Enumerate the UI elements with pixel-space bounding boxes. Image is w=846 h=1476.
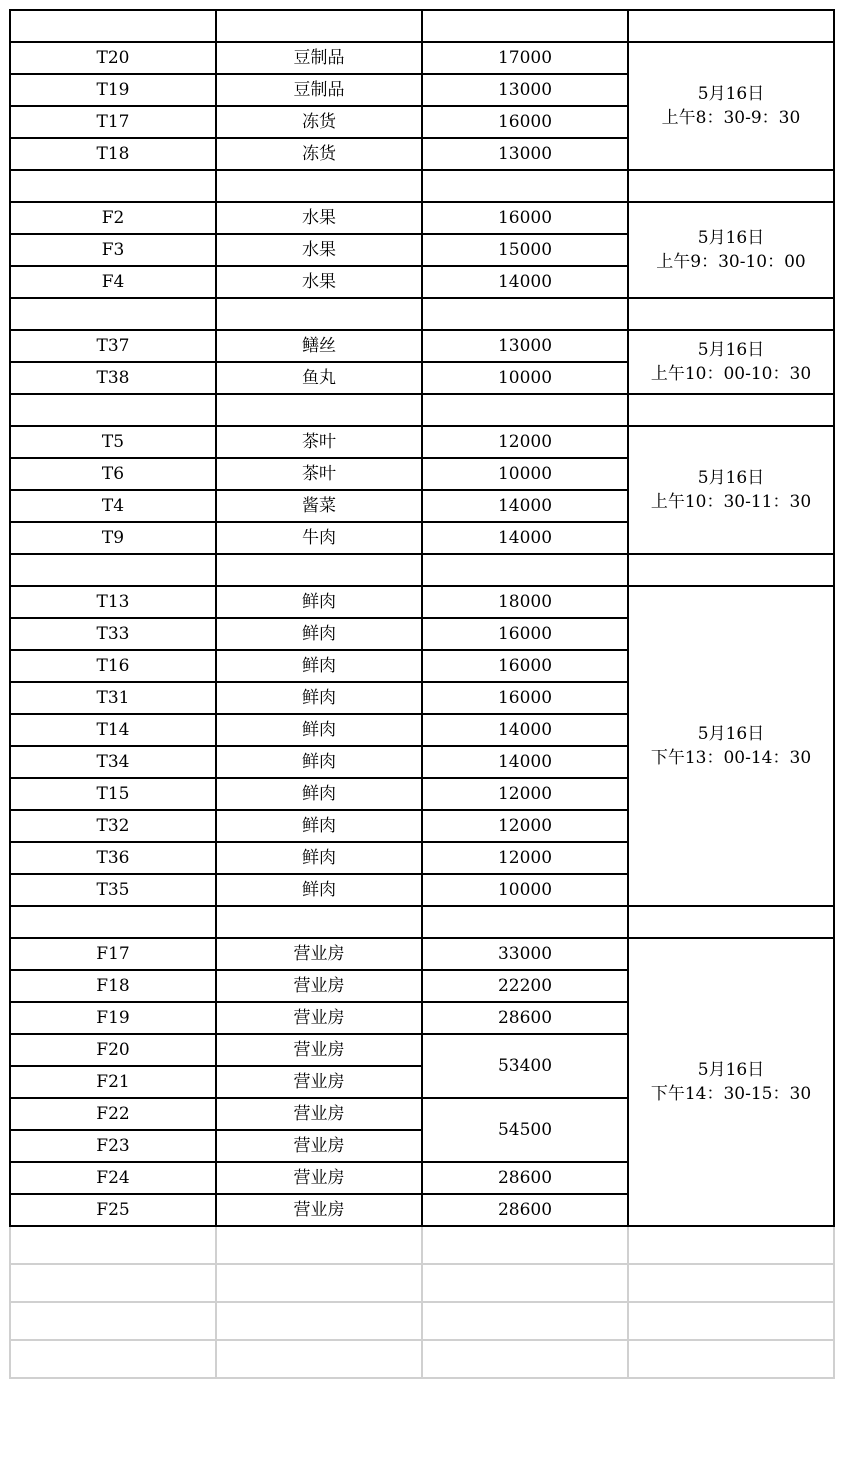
amount-cell[interactable]: 15000 [422, 234, 628, 266]
stall-id-cell[interactable]: F17 [10, 938, 216, 970]
amount-cell[interactable]: 33000 [422, 938, 628, 970]
category-cell[interactable]: 鲜肉 [216, 650, 422, 682]
stall-id-cell[interactable]: F25 [10, 1194, 216, 1226]
time-slot-cell[interactable] [628, 426, 834, 554]
category-cell[interactable]: 鲜肉 [216, 618, 422, 650]
empty-cell[interactable] [422, 1264, 628, 1302]
amount-cell[interactable]: 12000 [422, 426, 628, 458]
category-cell[interactable]: 水果 [216, 234, 422, 266]
empty-cell[interactable] [10, 10, 216, 42]
amount-cell[interactable]: 14000 [422, 522, 628, 554]
stall-id-cell[interactable]: T34 [10, 746, 216, 778]
empty-cell[interactable] [422, 1226, 628, 1264]
gridline-row [10, 1226, 834, 1264]
empty-cell[interactable] [10, 298, 216, 330]
category-cell[interactable]: 鳝丝 [216, 330, 422, 362]
empty-cell[interactable] [10, 1264, 216, 1302]
category-cell[interactable]: 营业房 [216, 970, 422, 1002]
amount-cell[interactable]: 16000 [422, 106, 628, 138]
stall-id-cell[interactable]: T13 [10, 586, 216, 618]
empty-cell[interactable] [422, 1302, 628, 1340]
amount-cell[interactable]: 16000 [422, 202, 628, 234]
stall-id-cell[interactable]: T5 [10, 426, 216, 458]
category-cell[interactable]: 茶叶 [216, 426, 422, 458]
empty-cell[interactable] [628, 1226, 834, 1264]
blank-row [10, 298, 834, 330]
amount-cell[interactable]: 13000 [422, 74, 628, 106]
empty-cell[interactable] [628, 1264, 834, 1302]
table-row [10, 586, 834, 618]
amount-cell[interactable]: 12000 [422, 810, 628, 842]
date-text: 5月16日 [697, 84, 765, 104]
stall-id-cell[interactable]: T17 [10, 106, 216, 138]
empty-cell[interactable] [216, 394, 422, 426]
empty-cell[interactable] [422, 298, 628, 330]
stall-id-cell[interactable]: F22 [10, 1098, 216, 1130]
empty-cell[interactable] [10, 1302, 216, 1340]
date-text: 5月16日 [697, 724, 765, 744]
category-cell[interactable]: 鲜肉 [216, 714, 422, 746]
stall-id-cell[interactable]: T18 [10, 138, 216, 170]
time-range-text: 下午14：30-15：30 [650, 1084, 812, 1104]
stall-id-cell[interactable]: T20 [10, 42, 216, 74]
amount-cell[interactable]: 12000 [422, 842, 628, 874]
category-cell[interactable]: 水果 [216, 202, 422, 234]
category-cell[interactable]: 牛肉 [216, 522, 422, 554]
category-cell[interactable]: 水果 [216, 266, 422, 298]
stall-id-cell[interactable]: T19 [10, 74, 216, 106]
empty-cell[interactable] [628, 1302, 834, 1340]
blank-row [10, 906, 834, 938]
category-cell[interactable]: 营业房 [216, 1002, 422, 1034]
table-row [10, 330, 834, 362]
amount-cell[interactable]: 22200 [422, 970, 628, 1002]
stall-id-cell[interactable]: T32 [10, 810, 216, 842]
empty-cell[interactable] [216, 906, 422, 938]
empty-cell[interactable] [628, 170, 834, 202]
amount-cell[interactable]: 14000 [422, 490, 628, 522]
date-text: 5月16日 [697, 468, 765, 488]
amount-cell[interactable]: 18000 [422, 586, 628, 618]
stall-id-cell[interactable]: T16 [10, 650, 216, 682]
amount-cell[interactable]: 10000 [422, 458, 628, 490]
empty-cell[interactable] [216, 554, 422, 586]
empty-cell[interactable] [10, 1226, 216, 1264]
category-cell[interactable]: 鲜肉 [216, 586, 422, 618]
time-slot-cell[interactable] [628, 586, 834, 906]
blank-row [10, 554, 834, 586]
amount-cell[interactable]: 16000 [422, 682, 628, 714]
amount-cell[interactable]: 28600 [422, 1162, 628, 1194]
category-cell[interactable]: 酱菜 [216, 490, 422, 522]
stall-id-cell[interactable]: T6 [10, 458, 216, 490]
category-cell[interactable]: 鲜肉 [216, 874, 422, 906]
schedule-table [9, 9, 835, 1379]
amount-cell[interactable]: 14000 [422, 746, 628, 778]
category-cell[interactable]: 营业房 [216, 938, 422, 970]
amount-cell[interactable]: 12000 [422, 778, 628, 810]
category-cell[interactable]: 营业房 [216, 1130, 422, 1162]
category-cell[interactable]: 营业房 [216, 1194, 422, 1226]
stall-id-cell[interactable]: T37 [10, 330, 216, 362]
empty-cell[interactable] [216, 1264, 422, 1302]
stall-id-cell[interactable]: T4 [10, 490, 216, 522]
time-slot-cell[interactable] [628, 938, 834, 1226]
category-cell[interactable]: 茶叶 [216, 458, 422, 490]
time-range-text: 上午9：30-10：00 [656, 252, 806, 272]
amount-cell[interactable]: 16000 [422, 650, 628, 682]
stall-id-cell[interactable]: F19 [10, 1002, 216, 1034]
amount-cell[interactable]: 14000 [422, 714, 628, 746]
stall-id-cell[interactable]: T35 [10, 874, 216, 906]
category-cell[interactable]: 豆制品 [216, 74, 422, 106]
amount-cell[interactable]: 10000 [422, 874, 628, 906]
empty-cell[interactable] [216, 298, 422, 330]
category-cell[interactable]: 鲜肉 [216, 842, 422, 874]
table-row [10, 202, 834, 234]
category-cell[interactable]: 冻货 [216, 106, 422, 138]
empty-cell[interactable] [216, 1302, 422, 1340]
amount-cell[interactable]: 13000 [422, 138, 628, 170]
date-text: 5月16日 [697, 228, 765, 248]
category-cell[interactable]: 鲜肉 [216, 746, 422, 778]
empty-cell[interactable] [628, 394, 834, 426]
stall-id-cell[interactable]: T38 [10, 362, 216, 394]
gridline-row [10, 1302, 834, 1340]
date-text: 5月16日 [697, 340, 765, 360]
empty-cell[interactable] [628, 1340, 834, 1378]
category-cell[interactable]: 鲜肉 [216, 778, 422, 810]
stall-id-cell[interactable]: F24 [10, 1162, 216, 1194]
empty-cell[interactable] [422, 906, 628, 938]
empty-cell[interactable] [628, 10, 834, 42]
category-cell[interactable]: 鱼丸 [216, 362, 422, 394]
time-slot-cell[interactable] [628, 42, 834, 170]
category-cell[interactable]: 营业房 [216, 1066, 422, 1098]
empty-cell[interactable] [628, 298, 834, 330]
gridline-row [10, 1340, 834, 1378]
empty-cell[interactable] [10, 554, 216, 586]
amount-cell[interactable]: 53400 [422, 1034, 628, 1098]
amount-cell[interactable]: 28600 [422, 1002, 628, 1034]
table-row [10, 42, 834, 74]
empty-cell[interactable] [422, 170, 628, 202]
time-range-text: 上午10：30-11：30 [650, 492, 812, 512]
stall-id-cell[interactable]: F18 [10, 970, 216, 1002]
empty-cell[interactable] [10, 906, 216, 938]
amount-cell[interactable]: 13000 [422, 330, 628, 362]
stall-id-cell[interactable]: T9 [10, 522, 216, 554]
time-slot-cell[interactable] [628, 202, 834, 298]
empty-cell[interactable] [216, 10, 422, 42]
blank-row [10, 170, 834, 202]
empty-cell[interactable] [422, 1340, 628, 1378]
amount-cell[interactable]: 17000 [422, 42, 628, 74]
stall-id-cell[interactable]: F2 [10, 202, 216, 234]
empty-cell[interactable] [216, 1226, 422, 1264]
table-row [10, 938, 834, 970]
gridline-row [10, 1264, 834, 1302]
stall-id-cell[interactable]: T36 [10, 842, 216, 874]
category-cell[interactable]: 冻货 [216, 138, 422, 170]
empty-cell[interactable] [10, 394, 216, 426]
amount-cell[interactable]: 54500 [422, 1098, 628, 1162]
empty-cell[interactable] [422, 394, 628, 426]
stall-id-cell[interactable]: F23 [10, 1130, 216, 1162]
time-range-text: 上午10：00-10：30 [650, 364, 812, 384]
amount-cell[interactable]: 16000 [422, 618, 628, 650]
category-cell[interactable]: 鲜肉 [216, 810, 422, 842]
time-slot-cell[interactable] [628, 330, 834, 394]
category-cell[interactable]: 豆制品 [216, 42, 422, 74]
blank-row [10, 10, 834, 42]
stall-id-cell[interactable]: T33 [10, 618, 216, 650]
category-cell[interactable]: 营业房 [216, 1034, 422, 1066]
stall-id-cell[interactable]: T15 [10, 778, 216, 810]
empty-cell[interactable] [422, 10, 628, 42]
category-cell[interactable]: 鲜肉 [216, 682, 422, 714]
time-range-text: 下午13：00-14：30 [650, 748, 812, 768]
category-cell[interactable]: 营业房 [216, 1098, 422, 1130]
category-cell[interactable]: 营业房 [216, 1162, 422, 1194]
blank-row [10, 394, 834, 426]
stall-id-cell[interactable]: F4 [10, 266, 216, 298]
amount-cell[interactable]: 10000 [422, 362, 628, 394]
empty-cell[interactable] [10, 1340, 216, 1378]
empty-cell[interactable] [628, 554, 834, 586]
empty-cell[interactable] [10, 170, 216, 202]
stall-id-cell[interactable]: T14 [10, 714, 216, 746]
amount-cell[interactable]: 14000 [422, 266, 628, 298]
stall-id-cell[interactable]: F3 [10, 234, 216, 266]
time-range-text: 上午8：30-9：30 [661, 108, 801, 128]
stall-id-cell[interactable]: F21 [10, 1066, 216, 1098]
table-row [10, 426, 834, 458]
date-text: 5月16日 [697, 1060, 765, 1080]
amount-cell[interactable]: 28600 [422, 1194, 628, 1226]
empty-cell[interactable] [422, 554, 628, 586]
stall-id-cell[interactable]: T31 [10, 682, 216, 714]
empty-cell[interactable] [628, 906, 834, 938]
stall-id-cell[interactable]: F20 [10, 1034, 216, 1066]
empty-cell[interactable] [216, 1340, 422, 1378]
empty-cell[interactable] [216, 170, 422, 202]
